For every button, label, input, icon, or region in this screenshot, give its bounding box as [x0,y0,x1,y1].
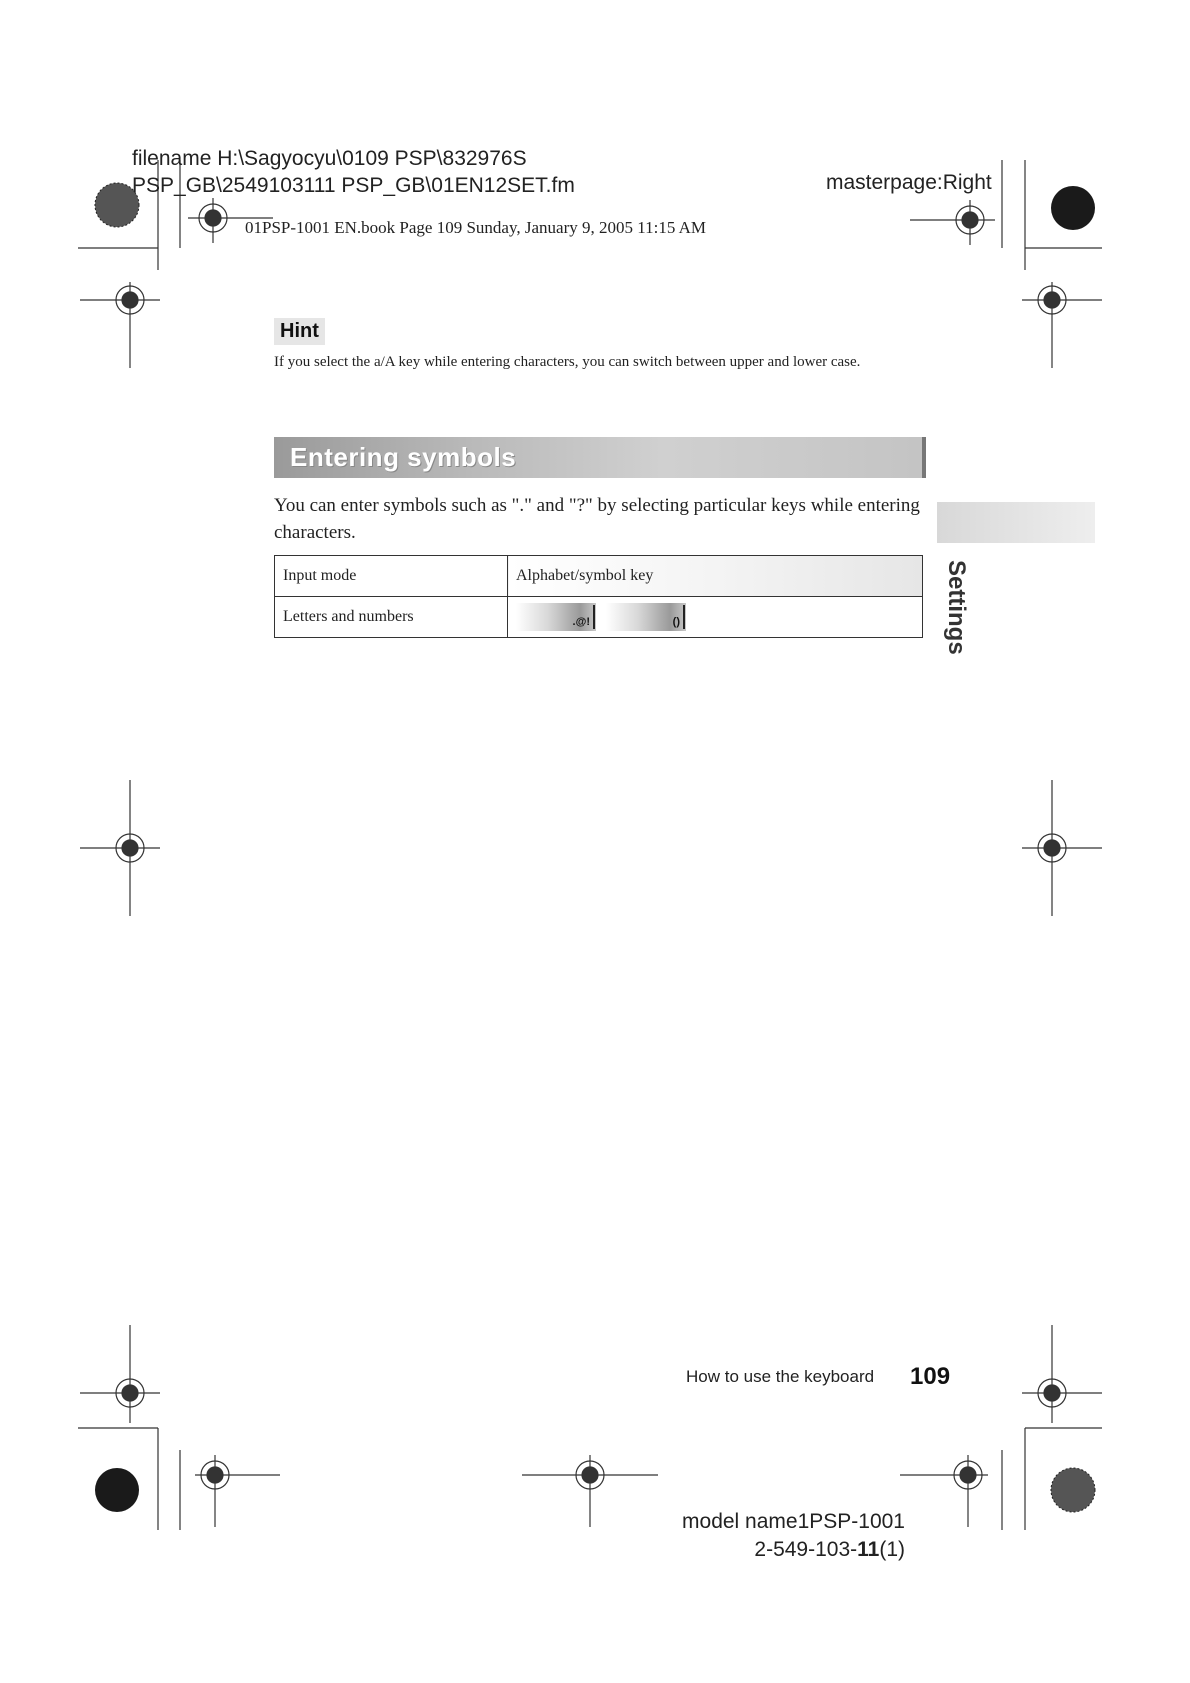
section-header-bar [274,437,926,478]
page-number: 109 [910,1363,951,1390]
table-header-key: Alphabet/symbol key [508,556,923,597]
model-code: 2-549-103-11(1) [754,1538,905,1561]
footer-section-title: How to use the keyboard [686,1367,875,1386]
symbol-key-table [274,555,923,638]
filename-line-2: PSP_GB\2549103111 PSP_GB\01EN12SET.fm [132,174,575,197]
book-info-line: 01PSP-1001 EN.book Page 109 Sunday, January 9, 2005 11:15 AM [245,218,707,237]
table-cell-mode: Letters and numbers [275,597,508,638]
masterpage-label: masterpage:Right [826,171,992,194]
symbol-key-image-1: .@! [516,603,596,631]
hint-text: If you select the a/A key while entering characters, you can switch between upper and lower case. [274,354,861,370]
section-title: Entering symbols [290,442,517,472]
model-name: model name1PSP-1001 [682,1510,905,1533]
side-tab-label: Settings [943,560,970,655]
symbol-key-image-2: () [606,603,686,631]
table-cell-keys [508,597,923,638]
table-header-row [275,556,923,597]
table-row [275,597,923,638]
side-tab-shade [937,502,1095,543]
filename-line-1: filename H:\Sagyocyu\0109 PSP\832976S [132,147,527,170]
hint-label: Hint [274,318,325,345]
section-body-text: You can enter symbols such as "." and "?" by selecting particular keys while entering characters. [274,495,920,543]
table-header-input-mode: Input mode [275,556,508,597]
